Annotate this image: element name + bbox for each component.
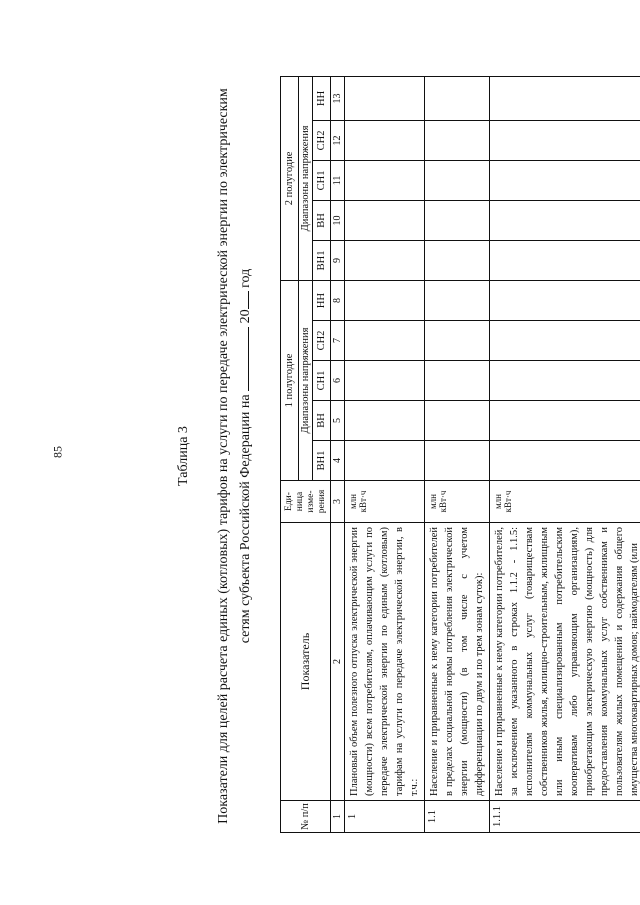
col-number: 6 (331, 361, 345, 401)
header-voltage-sn2-h2: СН2 (313, 120, 331, 160)
cell-empty (490, 401, 640, 441)
table-row (490, 76, 640, 832)
col-number: 5 (331, 401, 345, 441)
col-number: 12 (331, 120, 345, 160)
header-voltage-sn1-h2: СН1 (313, 160, 331, 200)
cell-empty (345, 76, 425, 120)
cell-empty (490, 200, 640, 240)
col-number: 4 (331, 441, 345, 481)
row-unit: млн кВт·ч (345, 481, 425, 523)
cell-empty (345, 321, 425, 361)
indicators-table (280, 76, 640, 833)
cell-empty (490, 441, 640, 481)
table-caption (214, 71, 256, 841)
cell-empty (490, 160, 640, 200)
row-indicator-text: Население и приравненные к нему категории потребителей в пределах социальной нормы потребления электрической энергии (мощности) (в том числе с учетом дифференциации по двум и по трем зонам суток): (425, 523, 490, 801)
header-voltage-sn1-h1: СН1 (313, 361, 331, 401)
row-indicator-text: Население и приравненные к нему категории потребителей, за исключением указанного в строках 1.1.2 - 1.1.5: исполнителям коммунальных услуг (товариществам собственников жилья, жилищно-строительным, жилищным или иным специализированным потребительским кооперативам либо управляющим организациям), приобретающим электрическую энергию (мощность) для предоставления коммунальных услуг собственникам и пользователям жилых помещений и содержания общего имущества многоквартирных домов; наймодателям (или (490, 523, 640, 801)
col-number: 13 (331, 76, 345, 120)
header-voltage-vn1-h1: ВН1 (313, 441, 331, 481)
cell-empty (425, 200, 490, 240)
col-number: 10 (331, 200, 345, 240)
cell-empty (345, 200, 425, 240)
caption-line-1: Показатели для целей расчета единых (котловых) тарифов на услуги по передаче электрической энергии по электрическим (216, 88, 231, 824)
page-number: 85 (50, 446, 65, 458)
col-number: 2 (331, 523, 345, 801)
header-unit: Еди-ница изме-рения (281, 481, 331, 523)
caption-line-2 (234, 71, 256, 841)
cell-empty (425, 361, 490, 401)
cell-empty (345, 401, 425, 441)
cell-empty (425, 321, 490, 361)
col-number: 9 (331, 240, 345, 280)
row-indicator-text: Плановый объем полезного отпуска электрической энергии (мощности) всем потребителям, оплачивающим услуги по передаче электрической энергии по единым (котловым) тарифам на услуги по передаче электрической энергии, в т.ч.: (345, 523, 425, 801)
col-number: 8 (331, 280, 345, 320)
header-half-2: 2 полугодие (281, 76, 299, 280)
cell-empty (425, 240, 490, 280)
cell-empty (490, 120, 640, 160)
column-numbers-row (331, 76, 345, 832)
caption-line-2-suffix: год (238, 268, 253, 288)
table-row (345, 76, 425, 832)
caption-year-prefix: 20 (238, 309, 253, 324)
row-unit: млн кВт·ч (490, 481, 640, 523)
cell-empty (345, 160, 425, 200)
cell-empty (425, 160, 490, 200)
caption-year-blank (234, 291, 249, 309)
cell-empty (345, 361, 425, 401)
cell-empty (425, 120, 490, 160)
table-label: Таблица 3 (176, 426, 191, 486)
cell-empty (490, 76, 640, 120)
header-voltage-vn-h1: ВН (313, 401, 331, 441)
header-half-1: 1 полугодие (281, 280, 299, 480)
header-voltage-vn1-h2: ВН1 (313, 240, 331, 280)
header-voltage-vn-h2: ВН (313, 200, 331, 240)
caption-blank-field (234, 327, 249, 391)
row-num: 1.1 (425, 801, 490, 833)
row-num: 1 (345, 801, 425, 833)
cell-empty (425, 401, 490, 441)
rotated-document (120, 71, 640, 841)
cell-empty (490, 361, 640, 401)
header-voltage-sn2-h1: СН2 (313, 321, 331, 361)
cell-empty (490, 280, 640, 320)
header-voltage-ranges-1: Диапазоны напряжения (299, 280, 313, 480)
header-num: № п/п (281, 801, 331, 833)
cell-empty (425, 280, 490, 320)
header-indicator: Показатель (281, 523, 331, 801)
header-voltage-ranges-2: Диапазоны напряжения (299, 76, 313, 280)
cell-empty (425, 441, 490, 481)
header-voltage-nn-h2: НН (313, 76, 331, 120)
caption-line-2-prefix: сетям субъекта Российской Федерации на (238, 394, 253, 644)
table-row (425, 76, 490, 832)
row-num: 1.1.1 (490, 801, 640, 833)
row-unit: млн кВт·ч (425, 481, 490, 523)
col-number: 7 (331, 321, 345, 361)
cell-empty (345, 280, 425, 320)
header-voltage-nn-h1: НН (313, 280, 331, 320)
cell-empty (490, 321, 640, 361)
cell-empty (490, 240, 640, 280)
cell-empty (345, 120, 425, 160)
cell-empty (345, 441, 425, 481)
col-number: 11 (331, 160, 345, 200)
col-number: 3 (331, 481, 345, 523)
col-number: 1 (331, 801, 345, 833)
cell-empty (345, 240, 425, 280)
cell-empty (425, 76, 490, 120)
